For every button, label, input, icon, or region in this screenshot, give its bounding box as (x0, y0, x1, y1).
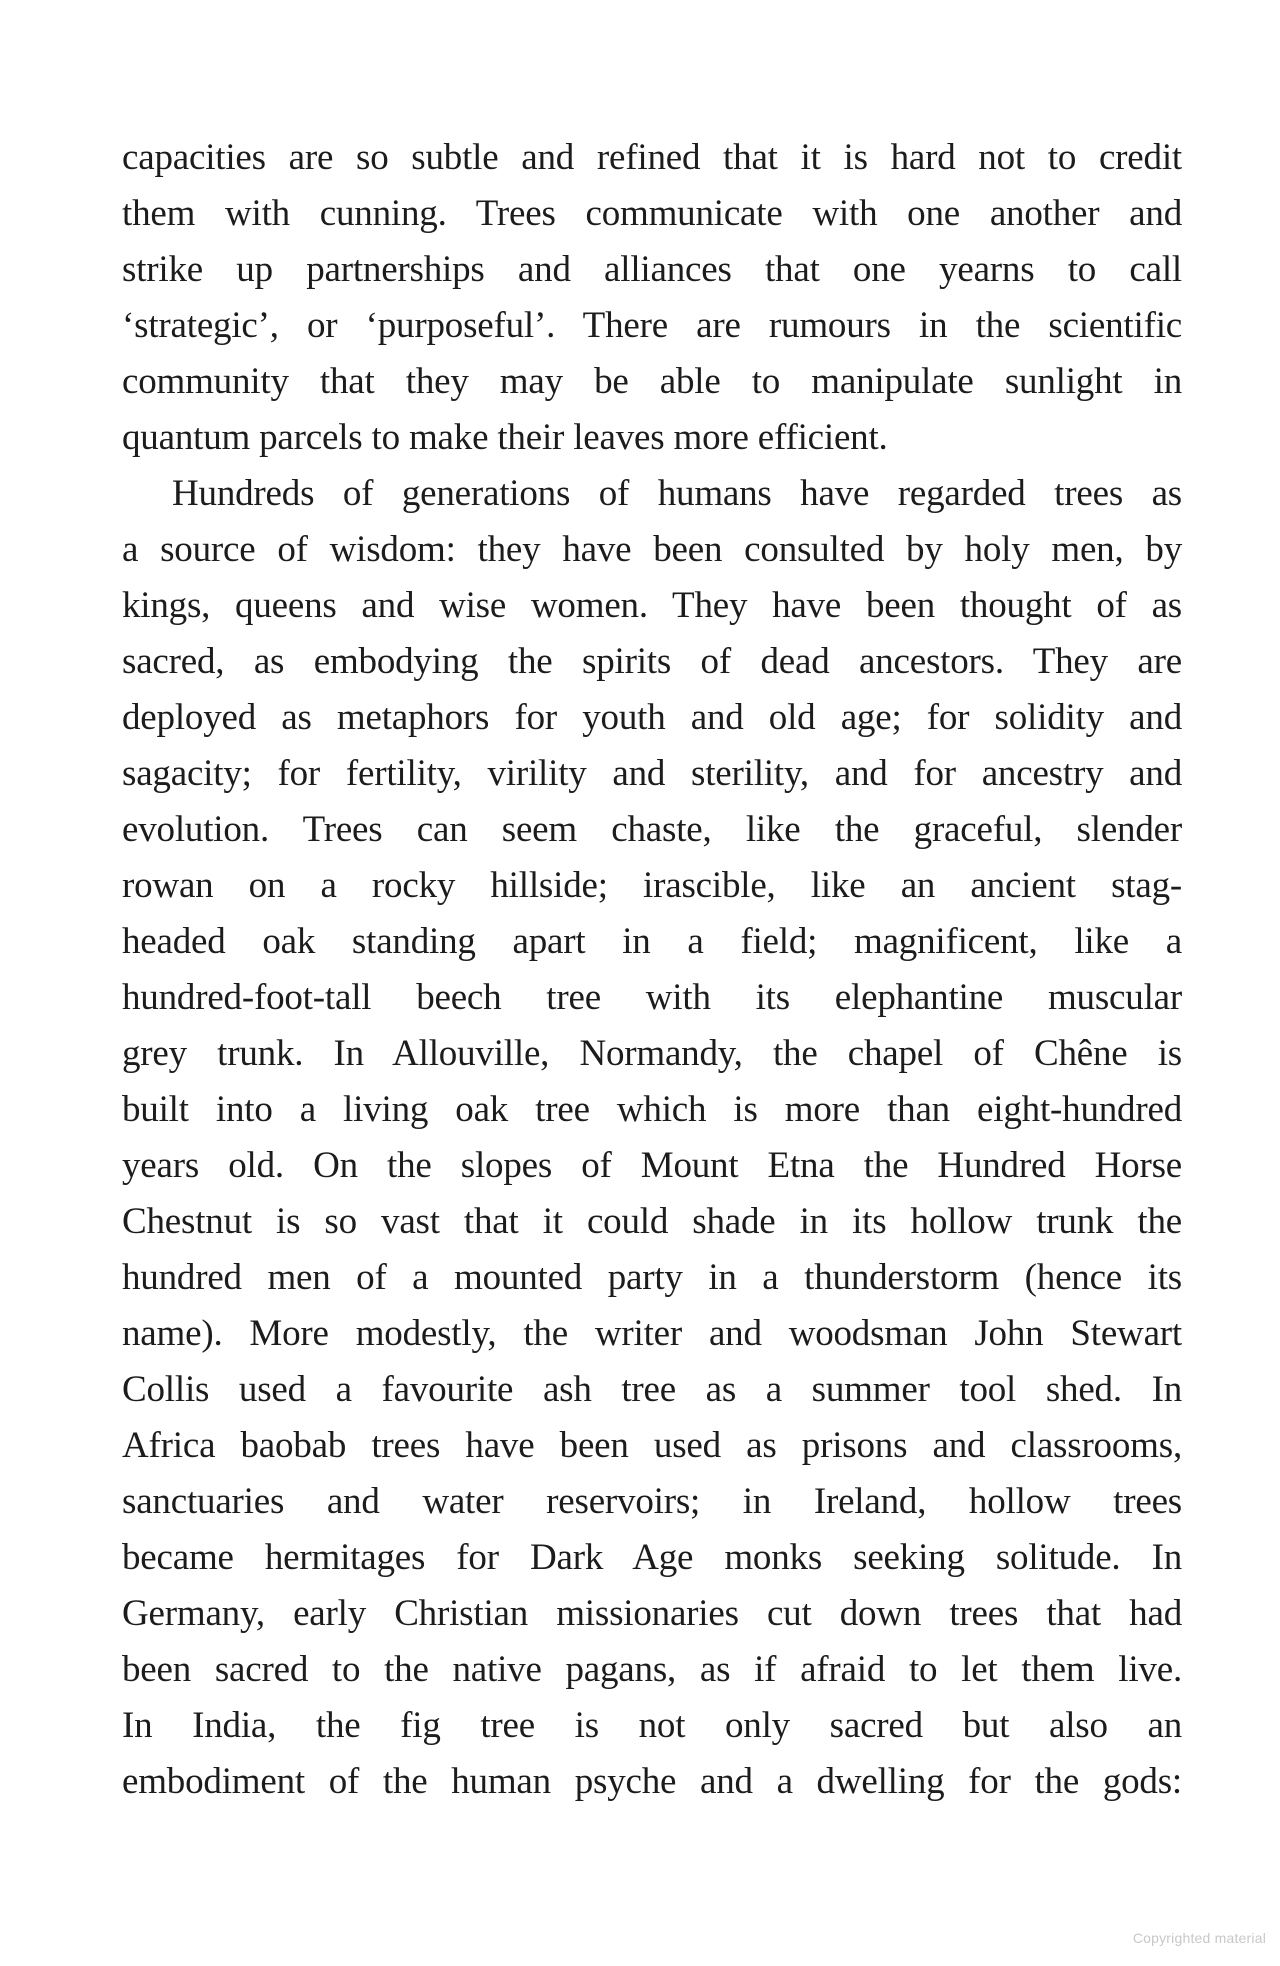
text-line: years old. On the slopes of Mount Etna the Hundred Horse (122, 1145, 1182, 1186)
text-line: rowan on a rocky hillside; irascible, like an ancient stag- (122, 865, 1182, 906)
text-line: became hermitages for Dark Age monks seeking solitude. In (122, 1537, 1182, 1578)
text-line: sagacity; for fertility, virility and sterility, and for ancestry and (122, 753, 1182, 794)
text-line: headed oak standing apart in a field; magnificent, like a (122, 921, 1182, 962)
text-line: evolution. Trees can seem chaste, like the graceful, slender (122, 809, 1182, 850)
text-line: a source of wisdom: they have been consulted by holy men, by (122, 529, 1182, 570)
text-line: hundred-foot-tall beech tree with its elephantine muscular (122, 977, 1182, 1018)
body-text-column (122, 130, 1182, 1810)
text-line: hundred men of a mounted party in a thunderstorm (hence its (122, 1257, 1182, 1298)
text-line: Africa baobab trees have been used as prisons and classrooms, (122, 1425, 1182, 1466)
text-line: been sacred to the native pagans, as if afraid to let them live. (122, 1649, 1182, 1690)
text-line: built into a living oak tree which is more than eight-hundred (122, 1089, 1182, 1130)
text-line: sanctuaries and water reservoirs; in Ireland, hollow trees (122, 1481, 1182, 1522)
text-line: sacred, as embodying the spirits of dead ancestors. They are (122, 641, 1182, 682)
text-line: embodiment of the human psyche and a dwelling for the gods: (122, 1761, 1182, 1802)
text-line: Chestnut is so vast that it could shade in its hollow trunk the (122, 1201, 1182, 1242)
text-line: grey trunk. In Allouville, Normandy, the chapel of Chêne is (122, 1033, 1182, 1074)
text-line: strike up partnerships and alliances that one yearns to call (122, 249, 1182, 290)
text-line: capacities are so subtle and refined that it is hard not to credit (122, 137, 1182, 178)
text-line: them with cunning. Trees communicate with one another and (122, 193, 1182, 234)
text-line: ‘strategic’, or ‘purposeful’. There are rumours in the scientific (122, 305, 1182, 346)
text-line: name). More modestly, the writer and woodsman John Stewart (122, 1313, 1182, 1354)
text-line: Germany, early Christian missionaries cut down trees that had (122, 1593, 1182, 1634)
text-line-paragraph-end: quantum parcels to make their leaves more efficient. (122, 417, 888, 458)
text-line: Collis used a favourite ash tree as a summer tool shed. In (122, 1369, 1182, 1410)
copyright-watermark: Copyrighted material (1132, 1930, 1266, 1946)
text-line: kings, queens and wise women. They have been thought of as (122, 585, 1182, 626)
text-line: community that they may be able to manipulate sunlight in (122, 361, 1182, 402)
text-line: deployed as metaphors for youth and old age; for solidity and (122, 697, 1182, 738)
text-line-paragraph-start: Hundreds of generations of humans have regarded trees as (172, 473, 1182, 514)
text-line: In India, the fig tree is not only sacred but also an (122, 1705, 1182, 1746)
